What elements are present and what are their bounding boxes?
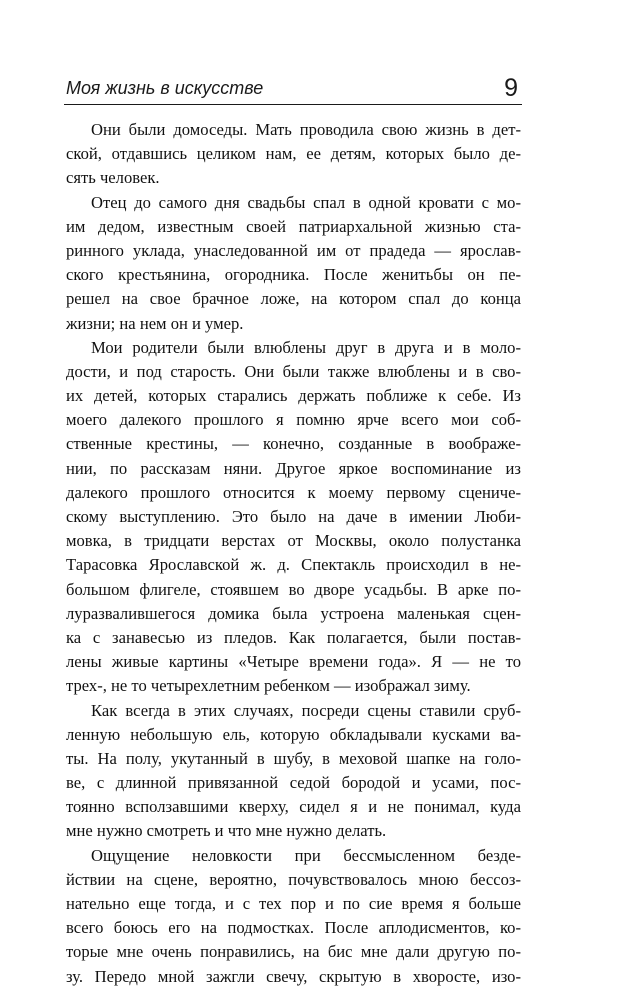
text-line: зу. Передо мной зажгли свечу, скрытую в хворосте, изо-: [66, 966, 521, 986]
text-line: Мои родители были влюблены друг в друга и в моло-: [91, 337, 521, 357]
text-line: луразвалившегося домика была устроена маленькая сцен-: [66, 603, 521, 623]
text-line: сять человек.: [66, 168, 160, 188]
text-line: моего далекого прошлого я помню ярче всего мои соб-: [66, 410, 521, 430]
text-line: мне нужно смотреть и что мне нужно делать.: [66, 821, 387, 841]
text-line: им дедом, известным своей патриархальной жизнью ста-: [66, 216, 521, 236]
text-line: Тарасовка Ярославской ж. д. Спектакль происходил в не-: [66, 555, 521, 575]
text-line: ской, отдавшись целиком нам, ее детям, которых было де-: [66, 144, 521, 164]
text-line: скому выступлению. Это было на даче в имении Люби-: [66, 507, 521, 526]
paragraph-3: [66, 336, 521, 699]
text-line: тоянно всползавшими кверху, сидел я и не понимал, куда: [66, 797, 521, 817]
text-line: Отец до самого дня свадьбы спал в одной кровати с мо-: [91, 192, 521, 212]
body-text: [66, 118, 521, 989]
text-line: ве, с длинной привязанной седой бородой и усами, пос-: [66, 773, 521, 793]
paragraph-1: [66, 118, 521, 191]
text-line: торые мне очень понравились, на бис мне дали другую по-: [66, 942, 521, 962]
paragraph-2: [66, 191, 521, 336]
text-line: далекого прошлого относится к моему первому сцениче-: [66, 482, 521, 502]
text-line: Они были домоседы. Мать проводила свою жизнь в дет-: [91, 120, 521, 139]
running-title: Моя жизнь в искусстве: [66, 78, 264, 98]
text-line: нательно еще тогда, и с тех пор и по сие время я больше: [66, 894, 521, 913]
text-line: мовка, в тридцати верстах от Москвы, около полустанка: [66, 531, 521, 551]
text-line: лены живые картины «Четыре времени года». Я — не то: [66, 652, 521, 672]
text-line: Как всегда в этих случаях, посреди сцены ставили сруб-: [91, 700, 521, 720]
text-line: ственные крестины, — конечно, созданные в воображе-: [66, 434, 521, 454]
text-line: ринного уклада, унаследованной им от прадеда — ярослав-: [66, 240, 521, 260]
text-line: жизни; на нем он и умер.: [66, 313, 244, 333]
running-head: [66, 76, 520, 104]
text-line: дости, и под старость. Они были также влюблены и в сво-: [66, 361, 521, 381]
text-line: Ощущение неловкости при бессмысленном безде-: [91, 845, 521, 865]
header-rule: [64, 104, 522, 105]
paragraph-5: [66, 844, 521, 989]
text-line: большом флигеле, стоявшем во дворе усадьбы. В арке по-: [66, 579, 521, 599]
text-line: ленную небольшую ель, которую обкладывали кусками ва-: [66, 724, 521, 744]
page-number: 9: [504, 74, 518, 102]
text-line: всего боюсь его на подмостках. После аплодисментов, ко-: [66, 918, 521, 938]
text-line: ского крестьянина, огородника. После женитьбы он пе-: [66, 265, 521, 285]
text-line: йствии на сцене, вероятно, почувствовалось мною бессоз-: [66, 869, 521, 889]
text-line: ты. На полу, укутанный в шубу, в меховой шапке на голо-: [66, 748, 521, 768]
paragraph-4: [66, 699, 521, 844]
text-line: их детей, которых старались держать поближе к себе. Из: [66, 386, 521, 406]
text-line: нии, по рассказам няни. Другое яркое воспоминание из: [66, 458, 521, 478]
text-line: трех-, не то четырехлетним ребенком — изображал зиму.: [66, 676, 471, 696]
text-line: ка с занавесью из пледов. Как полагается, были постав-: [66, 627, 521, 647]
text-line: решел на свое брачное ложе, на котором спал до конца: [66, 289, 521, 309]
